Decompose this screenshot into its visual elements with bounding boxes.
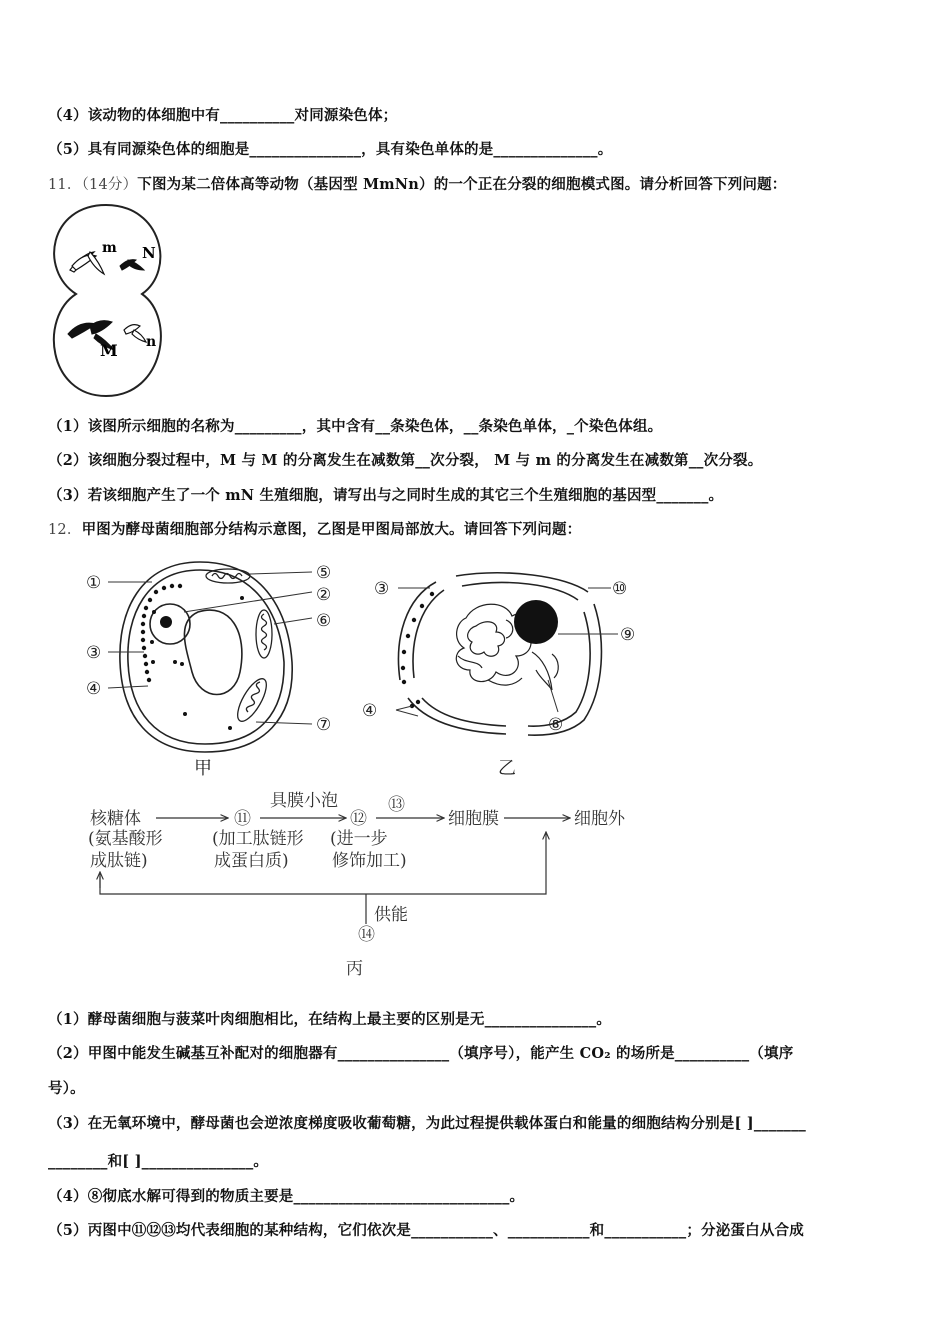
q10-part4: （4）该动物的体细胞中有__________对同源染色体；: [48, 107, 398, 124]
jia-label-4: ④: [86, 679, 102, 699]
flow-vesicle: 具膜小泡: [270, 791, 338, 811]
chromosome-m-upper: [70, 252, 104, 274]
flow-n11: ⑪: [234, 809, 251, 829]
flow-ribosome: 核糖体: [90, 809, 141, 829]
q12-part3-line1: （3）在无氧环境中，酵母菌也会逆浓度梯度吸收葡萄糖，为此过程提供载体蛋白和能量的细胞结构分别是[ ]_______: [48, 1115, 807, 1132]
q11-part3: （3）若该细胞产生了一个 mN 生殖细胞，请写出与之同时生成的其它三个生殖细胞的基因型_______。: [48, 487, 724, 504]
ribosome-dots: [401, 592, 434, 708]
nucleolus-enlarged: [514, 600, 558, 644]
flow-n12-note2: 修饰加工): [332, 851, 407, 871]
jia-label-5: ⑤: [316, 563, 332, 583]
chromosome-n-lower: [124, 325, 146, 342]
yi-label-8: ⑧: [548, 715, 564, 735]
q12-stem-line: [48, 518, 581, 539]
q11-part2: （2）该细胞分裂过程中，M 与 M 的分离发生在减数第__次分裂， M 与 m 的分离发生在减数第__次分裂。: [48, 452, 763, 469]
q12-part2-line2: 号）。: [48, 1080, 85, 1097]
energy-supply-line: [100, 832, 546, 894]
q11-score: （14分）: [81, 177, 138, 193]
flow-ribosome-note2: 成肽链): [90, 851, 148, 871]
dividing-cell-outline: [54, 205, 161, 396]
flow-n12-note1: (进一步: [330, 829, 388, 849]
jia-caption: 甲: [194, 758, 212, 779]
q12-part3-line2: ________和[ ]_______________。: [48, 1153, 269, 1170]
yi-label-9: ⑨: [620, 625, 636, 645]
jia-label-6: ⑥: [316, 611, 332, 631]
jia-label-1: ①: [86, 573, 102, 593]
flow-n11-note2: 成蛋白质): [214, 851, 289, 871]
label-M: M: [100, 341, 118, 360]
jia-label-3: ③: [86, 643, 102, 663]
label-n: n: [146, 334, 157, 350]
q11-number: 11．: [48, 177, 82, 193]
figure-bing-secretion-flow: [84, 784, 654, 984]
jia-label-7: ⑦: [316, 715, 332, 735]
flow-n14: ⑭: [358, 925, 375, 945]
q10-part5: （5）具有同源染色体的细胞是_______________，具有染色单体的是______________。: [48, 141, 613, 158]
flow-energy: 供能: [374, 905, 408, 925]
mitochondria: [206, 569, 272, 725]
chromosome-n-upper: [120, 260, 144, 270]
q11-stem: 下图为某二倍体高等动物（基因型 MmNn）的一个正在分裂的细胞模式图。请分析回答下列问题：: [137, 176, 787, 193]
q11-part1: （1）该图所示细胞的名称为_________，其中含有__条染色体，__条染色单体，_个染色体组。: [48, 418, 663, 435]
vacuole: [184, 610, 241, 694]
q12-stem: 甲图为酵母菌细胞部分结构示意图，乙图是甲图局部放大。请回答下列问题：: [81, 521, 582, 538]
figure-yi-nucleus-enlarged: [356, 560, 656, 780]
flow-n12: ⑫: [350, 809, 367, 829]
flow-membrane: 细胞膜: [448, 809, 499, 829]
q12-number: 12．: [48, 522, 82, 538]
flow-outside: 细胞外: [574, 809, 625, 829]
q11-stem-line: [48, 173, 787, 194]
jia-label-2: ②: [316, 585, 332, 605]
yi-caption: 乙: [498, 758, 516, 779]
flow-caption: 丙: [346, 959, 363, 979]
label-N: N: [142, 244, 156, 262]
flow-n13: ⑬: [388, 795, 405, 815]
flow-n11-note1: (加工肽链形: [212, 829, 304, 849]
q12-part1: （1）酵母菌细胞与菠菜叶肉细胞相比，在结构上最主要的区别是无_______________。: [48, 1011, 612, 1028]
nuclear-envelope-outer-bottom: [408, 698, 506, 734]
label-m: m: [102, 240, 117, 256]
flow-ribosome-note1: (氨基酸形: [88, 829, 163, 849]
q12-part4: （4）⑧彻底水解可得到的物质主要是_____________________________。: [48, 1188, 525, 1205]
cell-membrane-inner: [128, 570, 284, 744]
q11-cell-figure: [44, 200, 179, 400]
yi-label-4: ④: [362, 701, 378, 721]
yi-label-10: ⑩: [612, 579, 628, 599]
nuclear-envelope-outer-top: [456, 573, 588, 592]
q12-part5: （5）丙图中⑪⑫⑬均代表细胞的某种结构，它们依次是___________、___________和___________；分泌蛋白从合成: [48, 1222, 804, 1239]
nuclear-envelope-inner: [413, 582, 590, 726]
endoplasmic-reticulum-dots: [141, 584, 244, 730]
q12-part2-line1: （2）甲图中能发生碱基互补配对的细胞器有_______________（填序号），能产生 CO₂ 的场所是__________（填序: [48, 1045, 794, 1062]
nucleolus: [160, 616, 172, 628]
figure-jia-yeast-cell: [80, 552, 350, 782]
yi-label-3: ③: [374, 579, 390, 599]
